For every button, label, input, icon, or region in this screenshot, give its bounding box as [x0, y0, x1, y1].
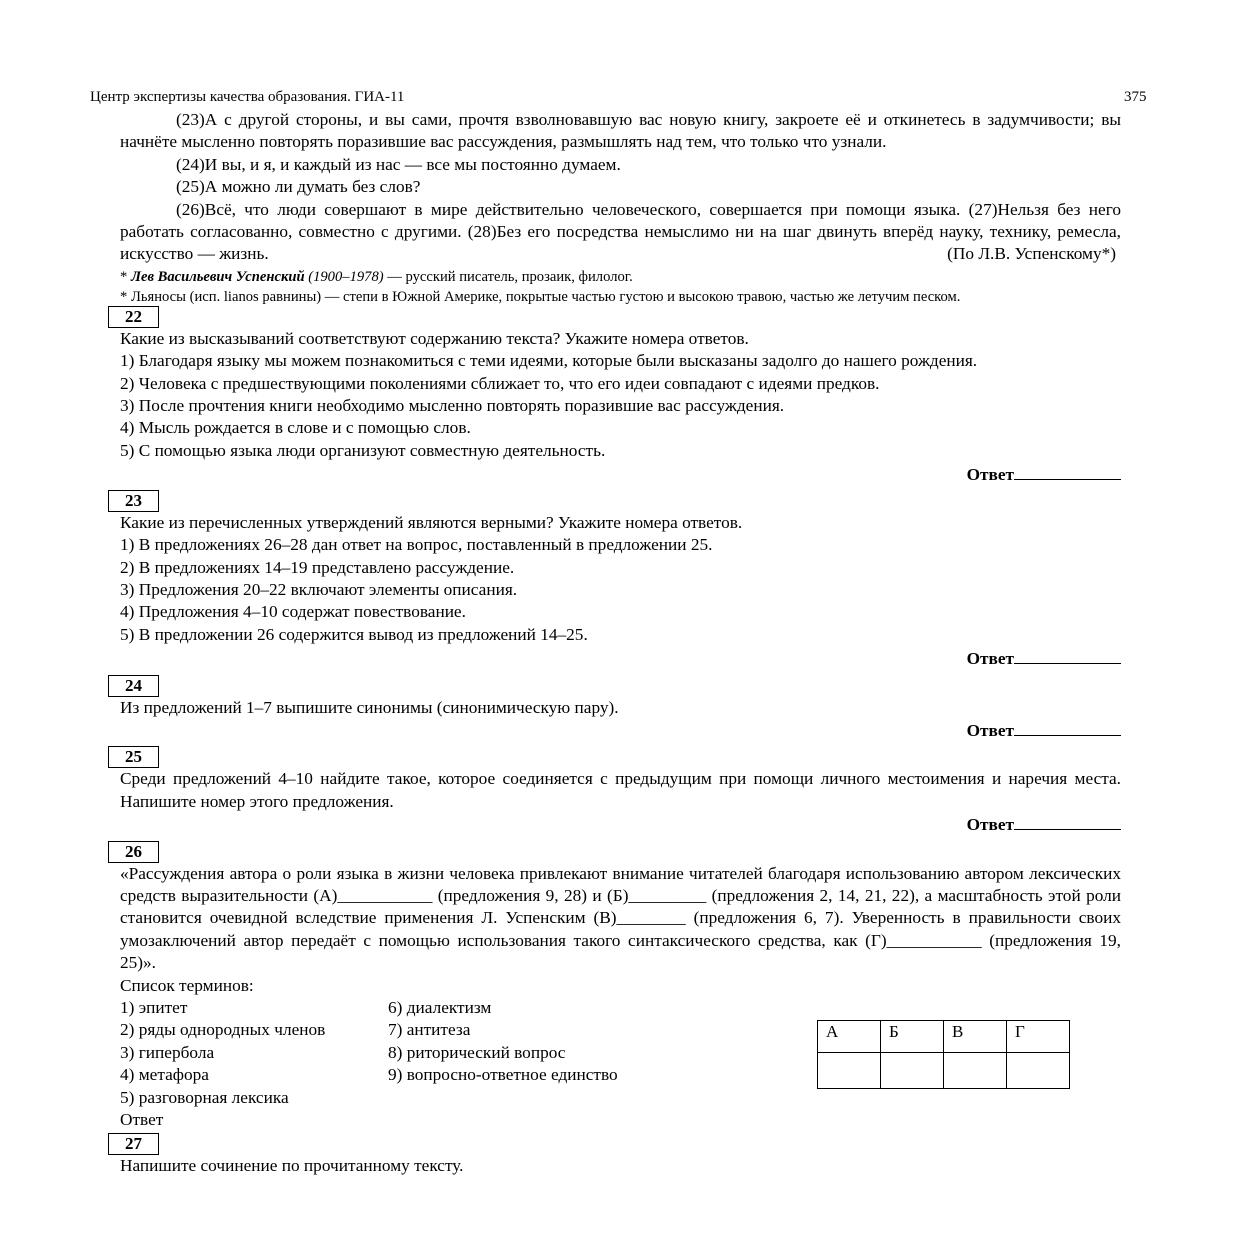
answer-table-cell-a[interactable]	[818, 1053, 881, 1089]
answer-line[interactable]	[1014, 719, 1121, 736]
task-26-answer-label: Ответ	[120, 1110, 164, 1129]
term-8: 8) риторический вопрос	[388, 1042, 566, 1062]
task-number-23: 23	[108, 490, 159, 512]
task-24-answer	[120, 719, 1121, 742]
answer-label: Ответ	[966, 649, 1014, 669]
term-7: 7) антитеза	[388, 1020, 471, 1040]
footnote-author-name: Лев Васильевич Успенский	[130, 268, 305, 285]
task-23-answer	[120, 647, 1121, 670]
task-23-option-5: 5) В предложении 26 содержится вывод из предложений 14–25.	[120, 624, 588, 644]
answer-label: Ответ	[966, 720, 1014, 740]
task-number-24: 24	[108, 675, 159, 697]
footnote-star: *	[120, 268, 131, 285]
task-22-option-4: 4) Мысль рождается в слове и с помощью слов.	[120, 418, 471, 438]
answer-label: Ответ	[966, 815, 1014, 835]
term-9: 9) вопросно-ответное единство	[388, 1065, 618, 1085]
sentences-26-28-text: (26)Всё, что люди совершают в мире действительно человеческого, совершается при помощи языка. (27)Нельзя без него работать согласованно, совместно с другими. (28)Без его посредства немыслимо ни на шаг двинуть вперёд науку, технику, ремесла, искусство — жизнь.	[120, 199, 1121, 264]
term-4: 4) метафора	[120, 1065, 209, 1085]
term-6: 6) диалектизм	[388, 998, 492, 1017]
footnote-author-desc: — русский писатель, прозаик, филолог.	[383, 268, 633, 285]
task-23-option-1: 1) В предложениях 26–28 дан ответ на вопрос, поставленный в предложении 25.	[120, 535, 713, 555]
answer-table	[817, 1020, 1070, 1089]
answer-table-header-v: В	[944, 1021, 1007, 1053]
task-27-question: Напишите сочинение по прочитанному тексту.	[120, 1156, 464, 1176]
footnote-author	[120, 267, 1121, 287]
term-1: 1) эпитет	[120, 998, 188, 1017]
task-22-option-2: 2) Человека с предшествующими поколениями сближает то, что его идеи совпадают с идеями предков.	[120, 373, 880, 393]
task-22-option-5: 5) С помощью языка люди организуют совместную деятельность.	[120, 440, 606, 460]
answer-table-cell-b[interactable]	[881, 1053, 944, 1089]
sentence-23: (23)А с другой стороны, и вы сами, прочтя взволновавшую вас новую книгу, закроете её и откинетесь в задумчивости; вы начнёте мысленно повторять поразившие вас рассуждения, размышлять над тем, что только что узнали.	[120, 110, 1121, 152]
answer-table-cell-g[interactable]	[1007, 1053, 1070, 1089]
term-5: 5) разговорная лексика	[120, 1087, 289, 1107]
task-26-question: «Рассуждения автора о роли языка в жизни человека привлекают внимание читателей благодаря использованию автором лексических средств выразительности (А)___________ (предложения 9, 28) и (Б)_________ (предложения 2, 14, 21, 22), а масштабность этой роли становится очевидной вследствие применения Л. Успенским (В)________ (предложения 6, 7). Уверенность в правильности своих умозаключений автор передаёт с помощью использования такого синтаксического средства, как (Г)___________ (предложения 19, 25)».	[120, 863, 1121, 973]
sentence-25: (25)А можно ли думать без слов?	[176, 177, 421, 197]
task-number-25: 25	[108, 746, 159, 768]
terms-label: Список терминов:	[120, 975, 254, 995]
page-content	[120, 109, 1121, 1178]
source-attribution: (По Л.В. Успенскому*)	[947, 244, 1116, 264]
task-number-26: 26	[108, 841, 159, 863]
task-23-option-4: 4) Предложения 4–10 содержат повествование.	[120, 602, 466, 622]
task-23-option-3: 3) Предложения 20–22 включают элементы описания.	[120, 579, 518, 599]
task-22-option-3: 3) После прочтения книги необходимо мысленно повторять поразившие вас рассуждения.	[120, 396, 785, 416]
task-22-question: Какие из высказываний соответствуют содержанию текста? Укажите номера ответов.	[120, 328, 749, 348]
answer-label: Ответ	[966, 465, 1014, 485]
answer-table-header-b: Б	[881, 1021, 944, 1053]
term-3: 3) гипербола	[120, 1042, 215, 1062]
answer-table-header-a: А	[818, 1021, 881, 1053]
task-number-27: 27	[108, 1133, 159, 1155]
sentence-24: (24)И вы, и я, и каждый из нас — все мы постоянно думаем.	[176, 154, 621, 174]
answer-table-header-g: Г	[1007, 1021, 1070, 1053]
task-23-option-2: 2) В предложениях 14–19 представлено рассуждение.	[120, 557, 515, 577]
answer-table-cell-v[interactable]	[944, 1053, 1007, 1089]
footnote-author-years: (1900–1978)	[304, 268, 384, 285]
answer-line[interactable]	[1014, 463, 1121, 480]
task-22-option-1: 1) Благодаря языку мы можем познакомиться с теми идеями, которые были высказаны задолго до нашего рождения.	[120, 351, 978, 371]
task-25-question: Среди предложений 4–10 найдите такое, которое соединяется с предыдущим при помощи личного местоимения и наречия места. Напишите номер этого предложения.	[120, 769, 1121, 811]
task-22-answer	[120, 463, 1121, 486]
terms-column-1	[120, 997, 325, 1109]
task-number-22: 22	[108, 306, 159, 328]
task-25-answer	[120, 813, 1121, 836]
answer-line[interactable]	[1014, 647, 1121, 664]
terms-list	[120, 997, 1121, 1109]
answer-line[interactable]	[1014, 813, 1121, 830]
page-number: 375	[1124, 89, 1147, 105]
footnote-llanos: * Льяносы (исп. lianos равнины) — степи в Южной Америке, покрытые частью густою и высокою травою, частью же летучим песком.	[120, 288, 961, 305]
term-2: 2) ряды однородных членов	[120, 1020, 326, 1040]
terms-column-2	[388, 997, 618, 1087]
task-23-question: Какие из перечисленных утверждений являются верными? Укажите номера ответов.	[120, 512, 743, 532]
sentences-26-28	[120, 199, 1121, 266]
header-title: Центр экспертизы качества образования. ГИА-11	[90, 89, 405, 105]
task-24-question: Из предложений 1–7 выпишите синонимы (синонимическую пару).	[120, 697, 619, 717]
